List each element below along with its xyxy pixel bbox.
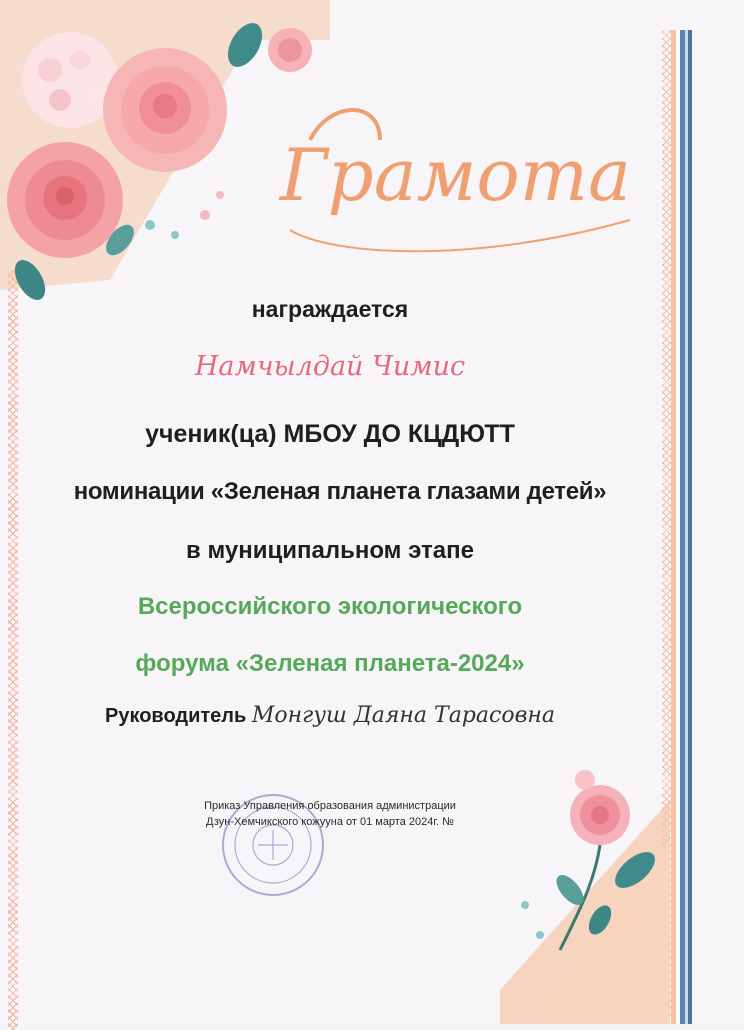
awarded-text: награждается (251, 296, 409, 322)
stage-text: в муниципальном этапе (186, 537, 474, 564)
recipient-role: ученик(ца) МБОУ ДО КЦДЮТТ (145, 420, 515, 448)
leader-label: Руководитель (104, 705, 247, 727)
title-text: Грамота (280, 133, 631, 217)
nomination-text: номинации «Зеленая планета глазами детей» (73, 478, 607, 505)
leader-line (0, 703, 660, 728)
leader-name: Монгуш Даяна Тарасовна (251, 703, 555, 728)
recipient-name: Намчылдай Чимис (194, 351, 466, 382)
title-calligraphy (270, 80, 650, 270)
rose-bouquet-bottom-right (500, 760, 670, 1024)
forum-line-1: Всероссийского экологического (137, 593, 523, 620)
order-line-2: Дзун-Хемчикского кожууна от 01 марта 2024г. № (206, 816, 454, 828)
order-line-1: Приказ Управления образования администрации (204, 800, 456, 812)
forum-line-2: форума «Зеленая планета-2024» (135, 650, 525, 677)
